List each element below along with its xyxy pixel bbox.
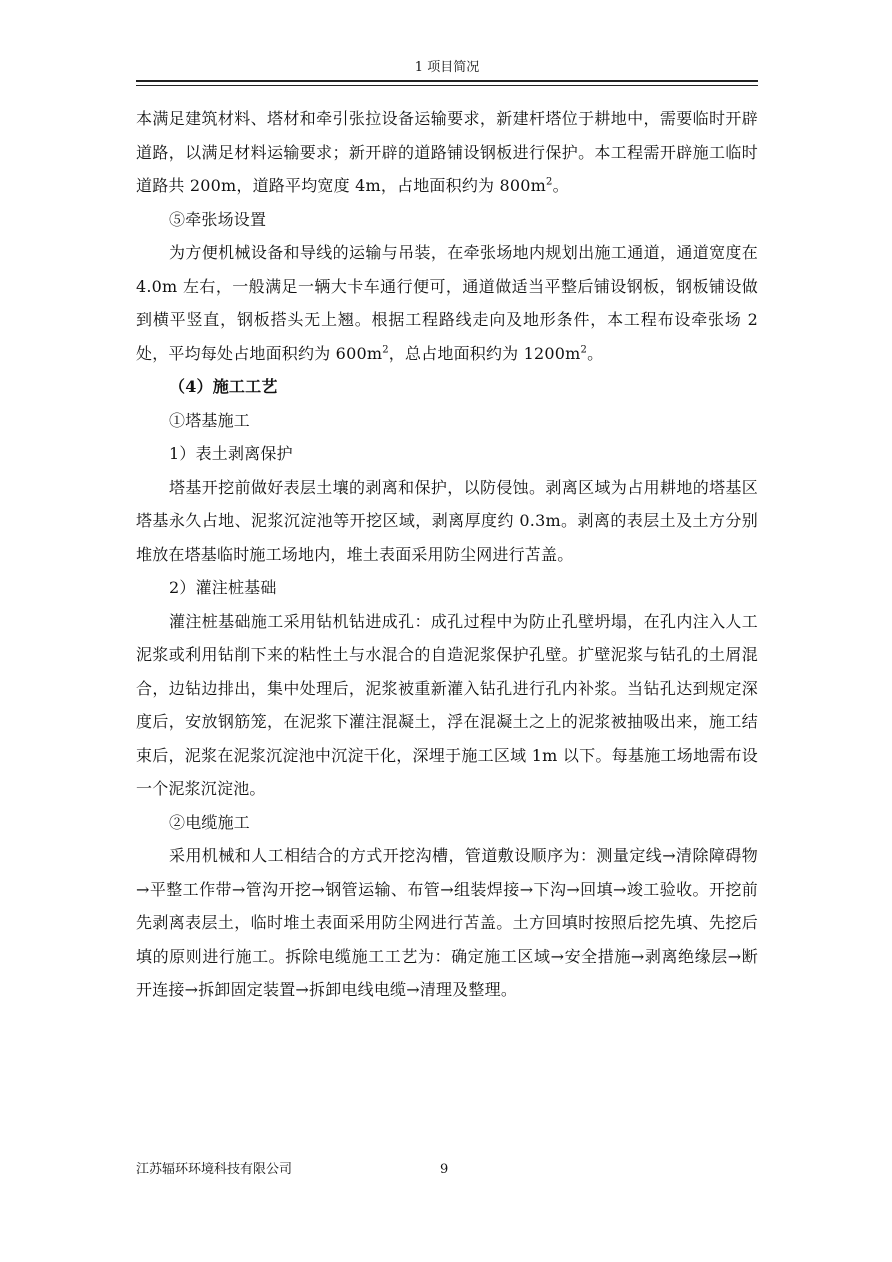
paragraph-topsoil-stripping: 塔基开挖前做好表层土壤的剥离和保护，以防侵蚀。剥离区域为占用耕地的塔基区塔基永久占地、泥浆沉淀池等开挖区域，剥离厚度约 0.3m。剥离的表层土及土方分别堆放在塔基临时施工场地内，堆土表面采用防尘网进行苫盖。 (136, 477, 758, 564)
subheading-topsoil-stripping: 1）表土剥离保护 (169, 444, 293, 463)
subheading-cable-construction: ②电缆施工 (169, 812, 251, 832)
subheading-tension-site: ⑤牵张场设置 (169, 209, 267, 229)
header-rule-thick (136, 80, 758, 82)
section-heading-construction-process: （4）施工工艺 (169, 377, 278, 396)
running-header: 1 项目简况 (414, 60, 480, 75)
paragraph-bored-pile: 灌注桩基础施工采用钻机钻进成孔：成孔过程中为防止孔壁坍塌，在孔内注入人工泥浆或利用钻削下来的粘性土与水混合的自造泥浆保护孔壁。扩壁泥浆与钻孔的土屑混合，边钻边排出，集中处理后，泥浆被重新灌入钻孔进行孔内补浆。当钻孔达到规定深度后，安放钢筋笼，在泥浆下灌注混凝土，浮在混凝土之上的泥浆被抽吸出来，施工结束后，泥浆在泥浆沉淀池中沉淀干化，深埋于施工区域 1m 以下。每基施工场地需布设一个泥浆沉淀池。 (136, 611, 758, 798)
footer-page-number: 9 (440, 1162, 449, 1177)
footer-company-name: 江苏辐环环境科技有限公司 (136, 1162, 293, 1177)
subheading-bored-pile: 2）灌注桩基础 (169, 578, 277, 597)
paragraph-cable-construction: 采用机械和人工相结合的方式开挖沟槽，管道敷设顺序为：测量定线→清除障碍物→平整工作带→管沟开挖→钢管运输、布管→组装焊接→下沟→回填→竣工验收。开挖前先剥离表层土，临时堆土表面采用防尘网进行苫盖。土方回填时按照后挖先填、先挖后填的原则进行施工。拆除电缆施工工艺为：确定施工区域→安全措施→剥离绝缘层→断开连接→拆卸固定装置→拆卸电线电缆→清理及整理。 (136, 846, 758, 999)
paragraph-road-construction: 本满足建筑材料、塔材和牵引张拉设备运输要求，新建杆塔位于耕地中，需要临时开辟道路，以满足材料运输要求；新开辟的道路铺设钢板进行保护。本工程需开辟施工临时道路共 200m，道路平均宽度 4m，占地面积约为 $800m^2$。 (136, 109, 758, 195)
header-rule-thin (136, 85, 758, 86)
paragraph-tension-site: 为方便机械设备和导线的运输与吊装，在牵张场地内规划出施工通道，通道宽度在 4.0m 左右，一般满足一辆大卡车通行便可，通道做适当平整后铺设钢板，钢板铺设做到横平竖直，钢板搭头无上翘。根据工程路线走向及地形条件，本工程布设牵张场 2 处，平均每处占地面积约为 $600m^2$，总占地面积约为 $1200m^2$。 (136, 243, 758, 363)
body-text (136, 102, 758, 1007)
subheading-tower-foundation: ①塔基施工 (169, 410, 251, 430)
